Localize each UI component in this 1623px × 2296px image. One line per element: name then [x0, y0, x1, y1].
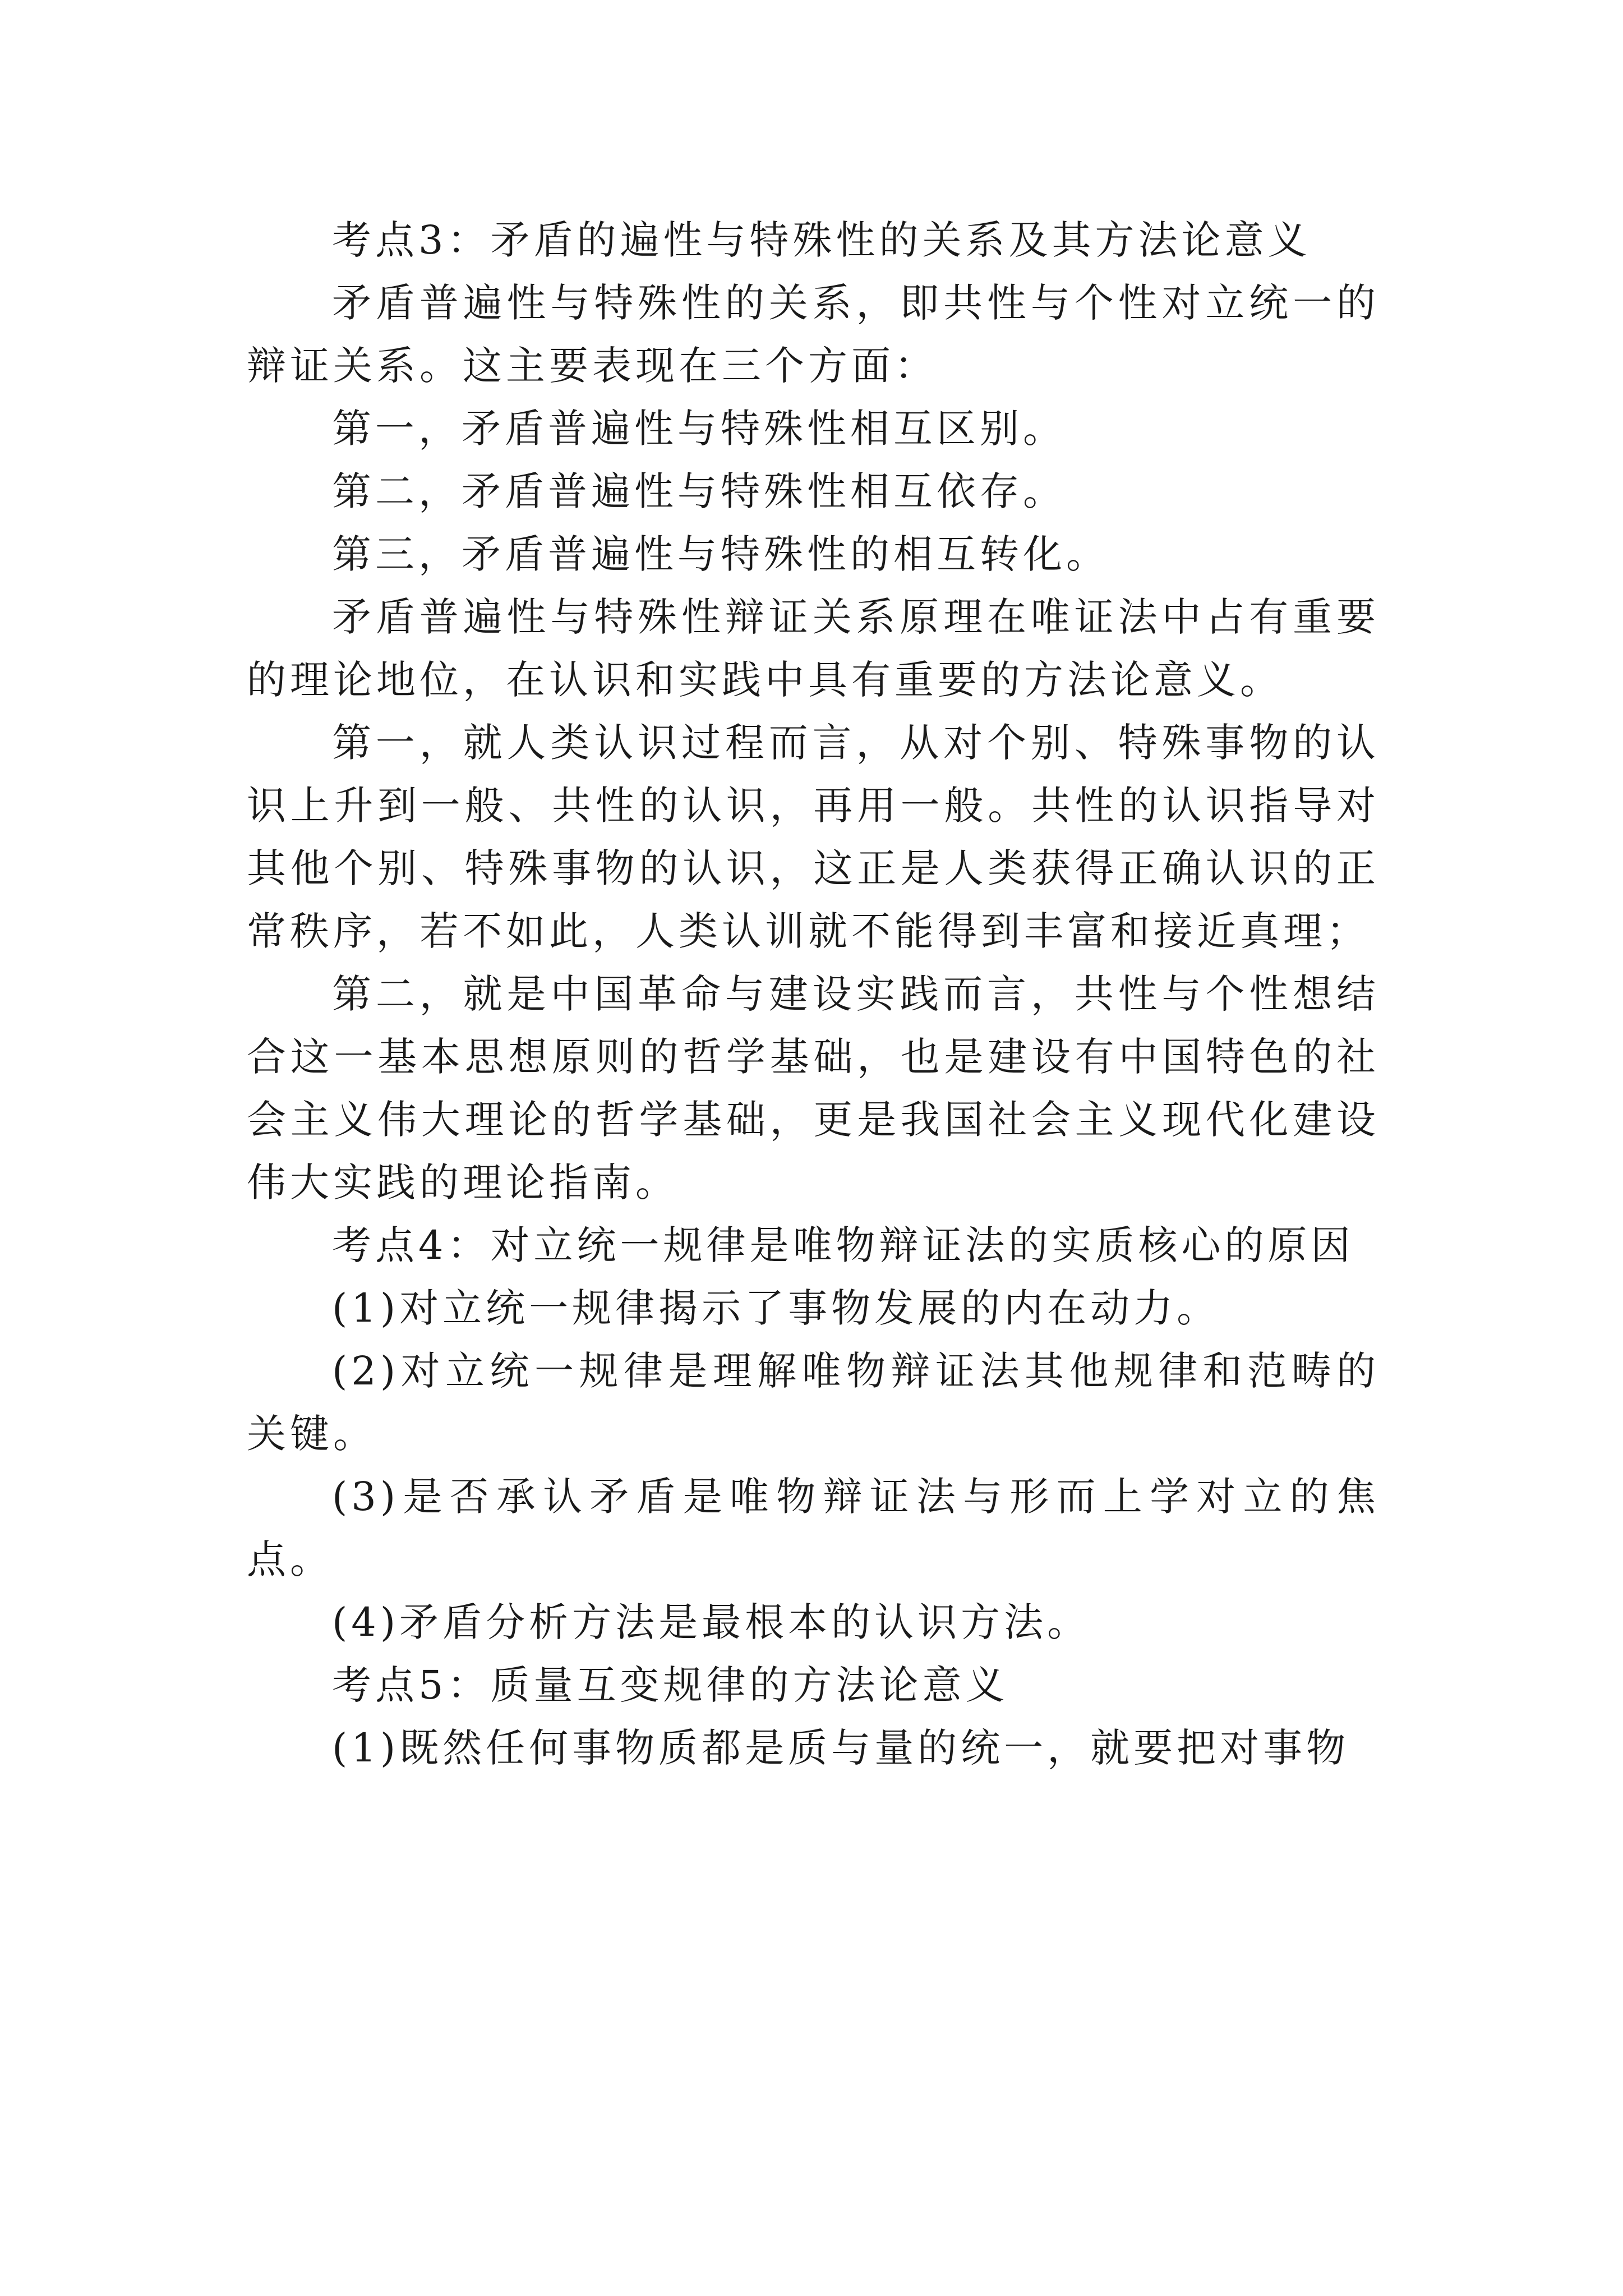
paragraph: 第一，就人类认识过程而言，从对个别、特殊事物的认识上升到一般、共性的认识，再用一般。共性的认识指导对其他个别、特殊事物的认识，这正是人类获得正确认识的正常秩序，若不如此，人类认训就不能得到丰富和接近真理； — [247, 720, 1380, 954]
list-item: (3)是否承认矛盾是唯物辩证法与形而上学对立的焦点。 — [247, 1474, 1380, 1582]
list-item: (4)矛盾分析方法是最根本的认识方法。 — [332, 1599, 1091, 1645]
list-item: 第二，矛盾普遍性与特殊性相互依存。 — [332, 468, 1066, 514]
document-body — [247, 209, 1380, 1779]
list-item: 第三，矛盾普遍性与特殊性的相互转化。 — [332, 531, 1109, 577]
heading-kaodian-4: 考点4：对立统一规律是唯物辩证法的实质核心的原因 — [332, 1222, 1354, 1268]
heading-kaodian-3: 考点3：矛盾的遍性与特殊性的关系及其方法论意义 — [332, 217, 1311, 263]
list-item: (1)既然任何事物质都是质与量的统一，就要把对事物 — [332, 1725, 1350, 1771]
paragraph: 矛盾普遍性与特殊性的关系，即共性与个性对立统一的辩证关系。这主要表现在三个方面： — [247, 280, 1380, 389]
list-item: 第一，矛盾普遍性与特殊性相互区别。 — [332, 406, 1066, 452]
heading-kaodian-5: 考点5：质量互变规律的方法论意义 — [332, 1662, 1009, 1708]
list-item: (2)对立统一规律是理解唯物辩证法其他规律和范畴的关键。 — [247, 1348, 1380, 1457]
list-item: (1)对立统一规律揭示了事物发展的内在动力。 — [332, 1285, 1220, 1331]
paragraph: 矛盾普遍性与特殊性辩证关系原理在唯证法中占有重要的理论地位，在认识和实践中具有重要的方法论意义。 — [247, 594, 1380, 703]
paragraph: 第二，就是中国革命与建设实践而言，共性与个性想结合这一基本思想原则的哲学基础，也是建设有中国特色的社会主义伟大理论的哲学基础，更是我国社会主义现代化建设伟大实践的理论指南。 — [247, 971, 1380, 1205]
